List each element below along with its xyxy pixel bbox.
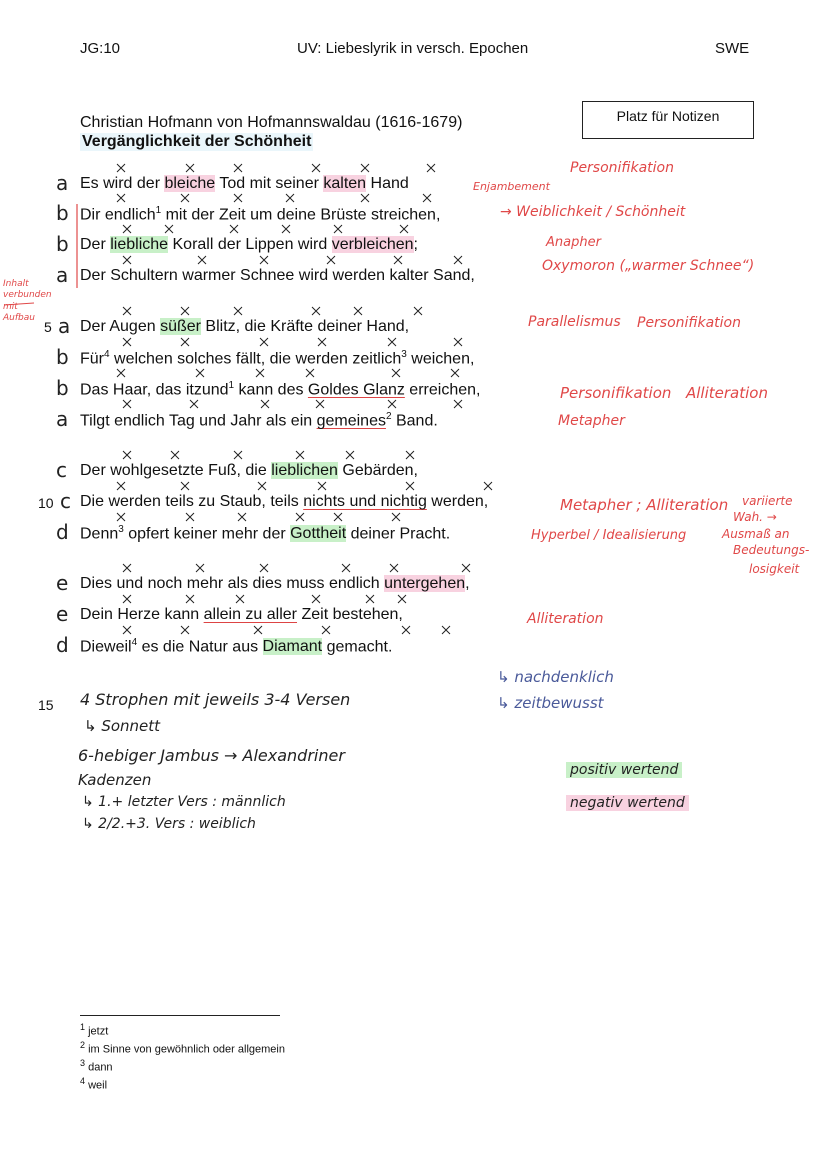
rhyme-mark: a [56,171,69,195]
stress-mark [296,451,304,459]
stress-mark [462,564,470,572]
stress-mark [261,400,269,408]
stress-mark [260,564,268,572]
stress-mark [334,225,342,233]
footnote-1: $^1$ jetzt [80,1022,109,1038]
annotation-personifikation: Personifikation [637,315,741,331]
footnote-4: $^4$ weil [80,1076,108,1092]
annotation-alliteration: Alliteration [527,611,604,627]
stress-mark [334,513,342,521]
stress-mark [286,194,294,202]
annotation-hyperbel: Hyperbel / Idealisierung [531,528,687,543]
annotation-enjambement: Enjambement [473,180,550,193]
stress-mark [123,338,131,346]
stress-mark [234,164,242,172]
stress-mark [236,595,244,603]
header-teacher: SWE [715,40,750,57]
annotation-verbunden: verbunden [3,290,52,300]
stress-mark [123,564,131,572]
stress-mark [402,626,410,634]
stress-mark [117,482,125,490]
poem-line-1: Es wird der bleiche Tod mit seiner kalten Hand [80,175,409,192]
stress-mark [327,256,335,264]
stress-mark [256,369,264,377]
stress-mark [312,164,320,172]
notes-box: Platz für Notizen [582,101,754,139]
stress-mark [260,338,268,346]
stress-mark [260,256,268,264]
line-number-5: 5 [44,319,52,335]
stress-mark [390,564,398,572]
stress-mark [117,369,125,377]
poem-line-14: Dieweil$^4$ es die Natur aus Diamant gemacht. [80,637,393,656]
poem-line-7: Das Haar, das itzund$^1$ kann des Goldes Glanz erreichen, [80,380,481,399]
line-number-10: 10 [38,495,54,511]
annotation-weiblichkeit: → Weiblichkeit / Schönheit [500,204,686,220]
annotation-aufbau: Aufbau [3,313,35,323]
poem-line-5: Der Augen süßer Blitz, die Kräfte deiner Hand, [80,318,410,335]
rhyme-mark: a [58,314,71,338]
stress-mark [123,595,131,603]
rhyme-mark: b [56,376,69,400]
stress-mark [361,194,369,202]
annotation-anapher: Anapher [546,235,601,250]
poem-line-6: Für$^4$ welchen solches fällt, die werden zeitlich$^3$ weichen, [80,349,475,368]
poem-line-2: Dir endlich$^1$ mit der Zeit um deine Brüste streichen, [80,205,441,224]
rhyme-mark: e [56,602,69,626]
stress-mark [312,307,320,315]
poem-line-13: Dein Herze kann allein zu aller Zeit bestehen, [80,606,403,623]
annotation-inhalt: Inhalt [3,279,29,289]
header-unit: UV: Liebeslyrik in versch. Epochen [297,40,529,57]
stress-mark [190,400,198,408]
stress-mark [451,369,459,377]
stress-mark [230,225,238,233]
annotation-personifikation: Personifikation [570,160,674,176]
stress-mark [296,513,304,521]
stress-mark [454,400,462,408]
stress-mark [400,225,408,233]
stress-mark [196,564,204,572]
poem-line-12: Dies und noch mehr als dies muss endlich untergehen, [80,575,470,592]
line-number-15: 15 [38,697,54,713]
stress-mark [123,451,131,459]
annotation-oxymoron: Oxymoron („warmer Schnee“) [542,258,755,274]
stress-mark [394,256,402,264]
note-jambus: 6-hebiger Jambus → Alexandriner [78,746,345,765]
stress-mark [312,595,320,603]
poem-line-4: Der Schultern warmer Schnee wird werden kalter Sand, [80,267,475,284]
stress-mark [165,225,173,233]
stress-mark [361,164,369,172]
note-weiblich: ↳ 2/2.+3. Vers : weiblich [82,816,256,832]
rhyme-mark: b [56,345,69,369]
stress-mark [123,225,131,233]
rhyme-mark: d [56,633,69,657]
stress-mark [406,482,414,490]
legend-negative: negativ wertend [566,795,689,811]
header-class: JG:10 [80,40,121,57]
stress-mark [398,595,406,603]
stress-mark [346,451,354,459]
stress-mark [306,369,314,377]
stress-mark [117,194,125,202]
annotation-alliteration: Alliteration [686,384,768,402]
note-kadenzen: Kadenzen [78,771,152,789]
rhyme-mark: b [56,232,69,256]
stress-mark [322,626,330,634]
stress-mark [234,451,242,459]
footnote-2: $^2$ im Sinne von gewöhnlich oder allgemein [80,1040,285,1056]
rhyme-mark: e [56,571,69,595]
stress-mark [316,400,324,408]
rhyme-mark: c [60,489,71,513]
stress-mark [186,164,194,172]
rhyme-mark: a [56,263,69,287]
footnote-3: $^3$ dann [80,1058,113,1074]
poem-line-10: Die werden teils zu Staub, teils nichts und nichtig werden, [80,493,489,510]
annotation-wah: Wah. → [733,510,777,524]
stress-mark [454,256,462,264]
stress-mark [123,256,131,264]
stress-mark [234,307,242,315]
stress-mark [181,482,189,490]
poem-line-9: Der wohlgesetzte Fuß, die lieblichen Gebärden, [80,462,418,479]
stress-mark [354,307,362,315]
stress-mark [484,482,492,490]
stress-mark [423,194,431,202]
poem-line-11: Denn$^3$ opfert keiner mehr der Gottheit deiner Pracht. [80,524,451,543]
stress-mark [123,626,131,634]
legend-positive: positiv wertend [566,762,682,778]
stress-mark [427,164,435,172]
stress-mark [123,307,131,315]
stress-mark [117,513,125,521]
annotation-parallelismus: Parallelismus [528,314,621,330]
stress-mark [186,513,194,521]
rhyme-mark: d [56,520,69,544]
stress-mark [406,451,414,459]
stress-mark [186,595,194,603]
stress-mark [238,513,246,521]
rhyme-mark: b [56,201,69,225]
poem-line-3: Der liebliche Korall der Lippen wird verbleichen; [80,236,418,253]
annotation-metapher-alliteration: Metapher ; Alliteration [560,496,729,514]
stress-mark [198,256,206,264]
stress-mark [318,338,326,346]
annotation-metapher: Metapher [558,413,625,429]
rhyme-mark: a [56,407,69,431]
stress-mark [366,595,374,603]
stress-mark [392,513,400,521]
stress-mark [258,482,266,490]
poem-line-8: Tilgt endlich Tag und Jahr als ein gemeines$^2$ Band. [80,411,438,430]
annotation-zeitbewusst: ↳ zeitbewusst [497,694,604,712]
rhyme-mark: c [56,458,67,482]
stress-mark [171,451,179,459]
stress-mark [282,225,290,233]
annotation-losigkeit: losigkeit [749,562,800,576]
poem-title: Vergänglichkeit der Schönheit [82,133,312,150]
note-maennlich: ↳ 1.+ letzter Vers : männlich [82,794,286,810]
annotation-nachdenklich: ↳ nachdenklich [497,668,614,686]
stress-mark [123,400,131,408]
stress-mark [181,307,189,315]
stress-mark [454,338,462,346]
stress-mark [342,564,350,572]
stress-mark [234,194,242,202]
stress-mark [392,369,400,377]
stress-mark [388,400,396,408]
note-sonett: ↳ Sonnett [84,717,161,735]
annotation-variierte: variierte [742,494,793,508]
stress-mark [254,626,262,634]
stress-mark [442,626,450,634]
stress-mark [181,626,189,634]
note-strophen: 4 Strophen mit jeweils 3-4 Versen [80,690,351,709]
stress-mark [414,307,422,315]
footnote-divider [80,1015,280,1016]
stress-mark [181,194,189,202]
annotation-personifikation: Personifikation [560,384,672,402]
annotation-bedeutungs: Bedeutungs- [733,543,810,557]
annotation-mit: mit [3,302,18,312]
stress-mark [318,482,326,490]
annotation-ausmass: Ausmaß an [722,527,790,541]
stress-mark [196,369,204,377]
stress-mark [181,338,189,346]
stress-mark [117,164,125,172]
poem-author: Christian Hofmann von Hofmannswaldau (1616-1679) [80,114,463,131]
stress-mark [388,338,396,346]
